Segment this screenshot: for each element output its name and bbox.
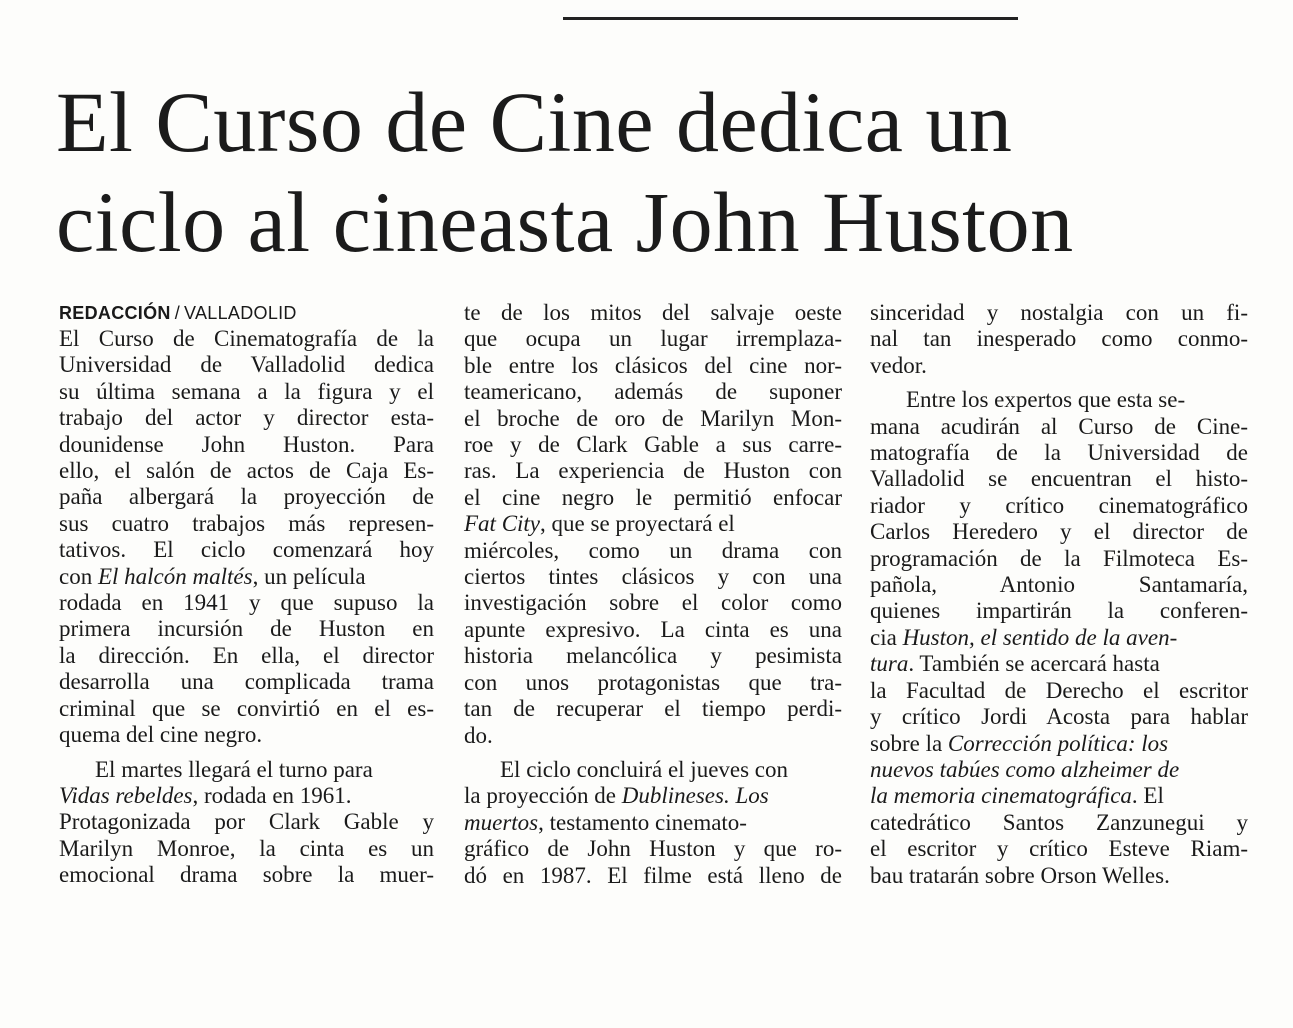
film-title: muertos (464, 809, 539, 835)
paragraph-2 (59, 757, 434, 889)
film-title: Fat City (464, 511, 541, 537)
text-run: . También se acercará hasta (908, 651, 1160, 677)
text-line: sus cuatro trabajos más represen- (59, 510, 434, 536)
text-line: te de los mitos del salvaje oeste (464, 300, 842, 325)
text-line: ble entre los clásicos del cine nor- (464, 352, 842, 378)
text-line: tan de recuperar el tiempo perdi- (464, 696, 842, 722)
text-line (59, 564, 434, 590)
text-line: trabajo del actor y director esta- (59, 405, 434, 431)
text-line: El Curso de Cinematografía de la (59, 326, 434, 351)
text-line: el broche de oro de Marilyn Mon- (464, 405, 842, 431)
text-line: paña albergará la proyección de (59, 484, 434, 510)
text-run: , rodada en 1961. (192, 782, 352, 808)
text-line (464, 783, 842, 809)
text-line: miércoles, como un drama con (464, 537, 842, 563)
text-line: catedrático Santos Zanzunegui y (870, 809, 1248, 835)
lecture-title: Huston, el sentido de la aven- (902, 624, 1178, 650)
text-line: ello, el salón de actos de Caja Es- (59, 458, 434, 484)
text-line: matografía de la Universidad de (870, 440, 1248, 466)
text-line: el cine negro le permitió enfocar (464, 484, 842, 510)
headline-line-1: El Curso de Cine dedica un (56, 74, 1013, 170)
lecture-title: Corrección política: los (947, 730, 1169, 756)
text-line: roe y de Clark Gable a sus carre- (464, 432, 842, 458)
text-line: teamericano, además de suponer (464, 379, 842, 405)
text-line: nal tan inesperado como conmo- (870, 326, 1248, 352)
text-line: sinceridad y nostalgia con un fi- (870, 300, 1248, 325)
text-line: pañola, Antonio Santamaría, (870, 572, 1248, 598)
text-line: quema del cine negro. (59, 722, 263, 748)
text-line: historia melancólica y pesimista (464, 643, 842, 669)
text-run: la proyección de (464, 783, 622, 809)
paragraph-4 (464, 757, 842, 889)
text-line (870, 651, 1248, 677)
text-line: Marilyn Monroe, la cinta es un (59, 835, 434, 861)
byline-agency: REDACCIÓN (59, 303, 171, 323)
lecture-title: tura (870, 651, 909, 677)
lecture-title: nuevos tabúes como alzheimer de (870, 756, 1180, 782)
headline-line-2: ciclo al cineasta John Huston (56, 174, 1074, 270)
text-line: Carlos Heredero y el director de (870, 519, 1248, 545)
text-line: do. (464, 722, 493, 748)
text-line: su última semana a la figura y el (59, 378, 434, 404)
paragraph-5 (870, 300, 1248, 379)
text-run: , un película (252, 563, 366, 589)
text-line: mana acudirán al Curso de Cine- (870, 413, 1248, 439)
text-line: El ciclo concluirá el jueves con (500, 756, 789, 782)
text-line: Universidad de Valladolid dedica (59, 352, 434, 378)
headline (56, 72, 1236, 272)
text-line: investigación sobre el color como (464, 590, 842, 616)
text-line: el escritor y crítico Esteve Riam- (870, 836, 1248, 862)
text-run: cia (870, 624, 903, 650)
text-line: emocional drama sobre la muer- (59, 862, 434, 888)
text-line: ras. La experiencia de Huston con (464, 458, 842, 484)
text-line (870, 625, 1248, 651)
text-line (870, 783, 1248, 809)
text-line: riador y crítico cinematográfico (870, 492, 1248, 518)
column-1 (59, 300, 434, 889)
text-line: vedor. (870, 352, 927, 378)
text-line (464, 810, 842, 836)
film-title: Vidas rebeldes (59, 782, 193, 808)
text-run: . El (1131, 783, 1164, 809)
text-line: primera incursión de Huston en (59, 616, 434, 642)
text-line: bau tratarán sobre Orson Welles. (870, 862, 1170, 888)
text-run: , testamento cinemato- (538, 809, 747, 835)
text-line: Entre los expertos que esta se- (906, 387, 1186, 413)
text-line: criminal que se convirtió en el es- (59, 695, 434, 721)
top-rule (563, 17, 1018, 20)
column-2 (464, 300, 842, 889)
text-line: Valladolid se encuentran el histo- (870, 466, 1248, 492)
text-line (464, 511, 842, 537)
text-line: que ocupa un lugar irremplaza- (464, 326, 842, 352)
text-line: y crítico Jordi Acosta para hablar (870, 704, 1248, 730)
text-line: programación de la Filmoteca Es- (870, 545, 1248, 571)
film-title: Dublineses. Los (621, 783, 769, 809)
text-line: Protagonizada por Clark Gable y (59, 809, 434, 835)
paragraph-6 (870, 387, 1248, 889)
text-line (870, 757, 1248, 783)
text-run: con (59, 563, 98, 589)
text-line: dounidense John Huston. Para (59, 431, 434, 457)
text-line: quienes impartirán la conferen- (870, 598, 1248, 624)
text-line: tativos. El ciclo comenzará hoy (59, 537, 434, 563)
text-line: El martes llegará el turno para (95, 756, 373, 782)
paragraph-1 (59, 326, 434, 749)
lecture-title: la memoria cinematográfica (870, 783, 1132, 809)
text-line: gráfico de John Huston y que ro- (464, 836, 842, 862)
text-line (870, 731, 1248, 757)
film-title: El halcón maltés (97, 563, 253, 589)
byline-separator: / (174, 303, 181, 323)
text-line: desarrolla una complicada trama (59, 669, 434, 695)
column-3 (870, 300, 1248, 889)
text-line: ciertos tintes clásicos y con una (464, 564, 842, 590)
byline-place: VALLADOLID (184, 303, 297, 323)
text-line: la dirección. En ella, el director (59, 642, 434, 668)
text-line: la Facultad de Derecho el escritor (870, 677, 1248, 703)
text-line: con unos protagonistas que tra- (464, 669, 842, 695)
text-run: , que se proyectará el (540, 511, 735, 537)
byline (59, 300, 434, 326)
text-run: sobre la (870, 730, 948, 756)
text-line (59, 783, 434, 809)
paragraph-3 (464, 300, 842, 749)
text-line: rodada en 1941 y que supuso la (59, 590, 434, 616)
text-line: apunte expresivo. La cinta es una (464, 616, 842, 642)
text-line: dó en 1987. El filme está lleno de (464, 862, 842, 888)
